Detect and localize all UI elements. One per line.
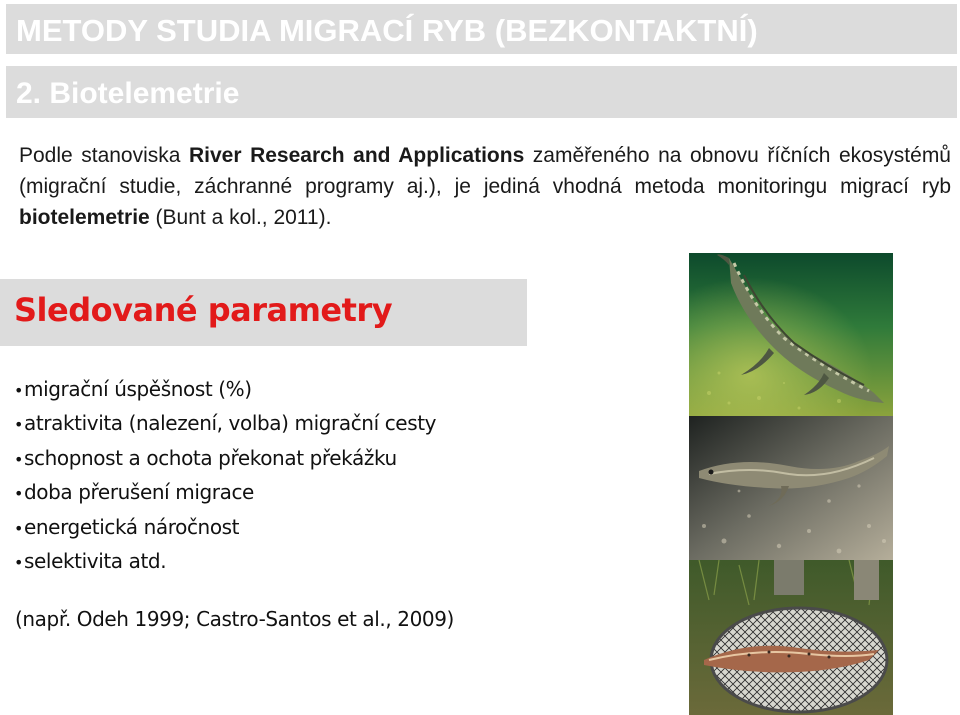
bullet-icon: • [14, 484, 24, 504]
sturgeon-underwater-icon [689, 253, 893, 416]
list-item: •schopnost a ochota překonat překážku [14, 442, 436, 476]
sturgeon-photo [689, 253, 893, 416]
riverbed-fish-photo [689, 416, 893, 560]
trout-in-landing-net-icon [689, 560, 893, 715]
params-heading-box [0, 279, 527, 346]
intro-paragraph [19, 140, 951, 233]
references-citation: (např. Odeh 1999; Castro-Santos et al., 2009) [15, 607, 454, 631]
intro-text: zaměřeného na obnovu říčních ekosystémů (migrační studie, záchranné programy aj.), je jediná vhodná metoda monitoringu migrací ryb [19, 144, 951, 198]
list-item: •atraktivita (nalezení, volba) migrační cesty [14, 407, 436, 441]
intro-text: Podle stanoviska [19, 144, 189, 167]
list-item: •selektivita atd. [14, 545, 436, 579]
bullet-icon: • [14, 449, 24, 469]
bullet-icon: • [14, 415, 24, 435]
trout-net-photo [689, 560, 893, 715]
method-name: biotelemetrie [19, 206, 150, 229]
intro-citation: (Bunt a kol., 2011). [149, 206, 332, 229]
bullet-icon: • [14, 518, 24, 538]
bullet-icon: • [14, 553, 24, 573]
fish-on-riverbed-icon [689, 416, 893, 560]
section-subtitle: 2. Biotelemetrie [6, 66, 957, 118]
bullet-icon: • [14, 381, 24, 400]
list-item: •migrační úspěšnost (%) [14, 373, 436, 407]
list-item: •energetická náročnost [14, 511, 436, 545]
params-list [14, 373, 436, 579]
journal-name: River Research and Applications [189, 144, 525, 167]
list-item: •doba přerušení migrace [14, 476, 436, 510]
page-title: METODY STUDIA MIGRACÍ RYB (BEZKONTAKTNÍ) [6, 4, 957, 54]
params-heading: Sledované parametry [14, 291, 393, 329]
